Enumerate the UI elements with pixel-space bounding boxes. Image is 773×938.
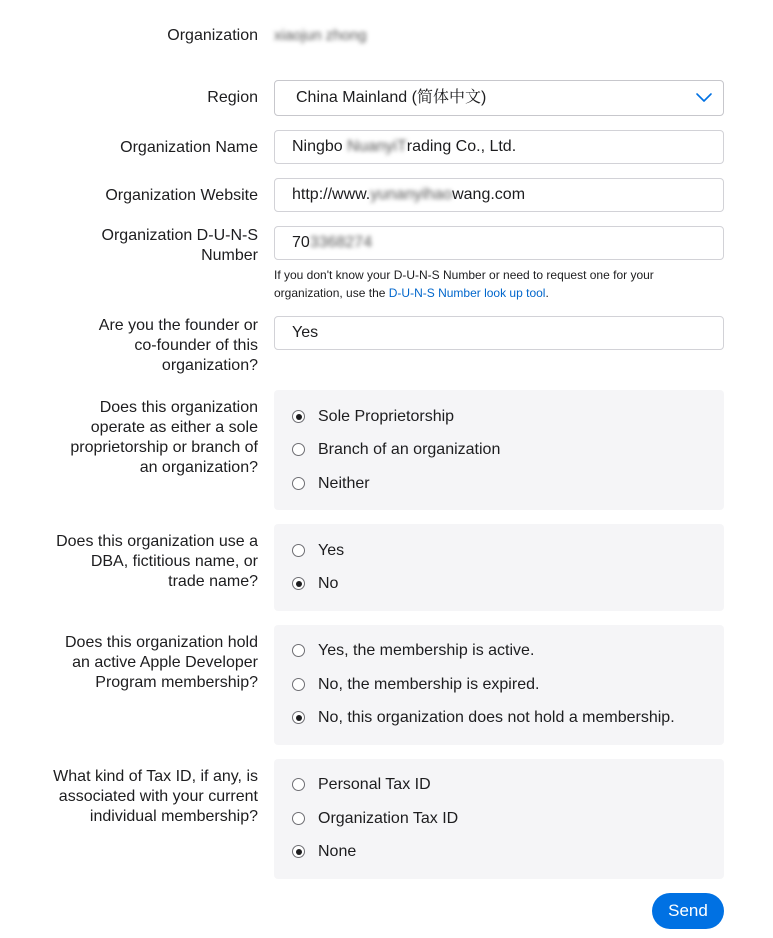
radio-label: Branch of an organization <box>318 441 501 458</box>
org-website-input[interactable] <box>274 178 724 212</box>
duns-help-end: . <box>545 286 549 300</box>
membership-radio-group <box>274 625 724 745</box>
org-name-input[interactable] <box>274 130 724 164</box>
duns-input[interactable] <box>274 226 724 260</box>
radio-label: No, the membership is expired. <box>318 676 540 693</box>
org-name-suffix: rading Co., Ltd. <box>406 138 517 155</box>
membership-option-active[interactable] <box>274 641 724 663</box>
membership-label <box>65 633 258 693</box>
org-name-redacted: Nuanyi <box>347 138 397 155</box>
org-website-suffix: wang.com <box>452 186 526 203</box>
dba-label-line2: DBA, fictitious name, or <box>90 553 258 570</box>
founder-label-line3: organization? <box>161 357 258 374</box>
send-button[interactable]: Send <box>652 893 724 929</box>
entity-type-label-line1: Does this organization <box>99 399 258 416</box>
duns-lookup-link[interactable]: D-U-N-S Number look up tool <box>388 286 546 300</box>
org-website-prefix: http://www. <box>292 186 371 203</box>
radio-label: Yes, the membership is active. <box>318 642 535 659</box>
dba-option-yes[interactable] <box>274 541 724 563</box>
founder-field[interactable] <box>274 316 724 350</box>
duns-label <box>102 226 258 266</box>
radio-button[interactable] <box>292 410 305 423</box>
tax-id-radio-group <box>274 759 724 879</box>
chevron-down-icon <box>695 90 713 104</box>
duns-label-line2: Number <box>201 247 258 264</box>
region-select-value: China Mainland (简体中文) <box>296 89 487 106</box>
radio-button[interactable] <box>292 443 305 456</box>
org-name-label: Organization Name <box>120 139 258 156</box>
tax-id-label-line3: individual membership? <box>89 808 258 825</box>
radio-label: Sole Proprietorship <box>318 408 455 425</box>
founder-label <box>99 316 258 376</box>
membership-option-none[interactable] <box>274 708 724 730</box>
org-name-prefix: Ningbo <box>292 138 348 155</box>
radio-button[interactable] <box>292 477 305 490</box>
membership-label-line1: Does this organization hold <box>64 634 258 651</box>
duns-help-text <box>274 266 714 302</box>
entity-type-radio-group <box>274 390 724 510</box>
tax-id-label-line2: associated with your current <box>58 788 258 805</box>
radio-button[interactable] <box>292 577 305 590</box>
org-website-redacted: yunanyihao <box>370 186 453 203</box>
radio-label: No, this organization does not hold a membership. <box>318 709 675 726</box>
entity-type-label <box>70 398 258 478</box>
org-name-mid: T <box>396 138 407 155</box>
tax-id-option-organization[interactable] <box>274 809 724 831</box>
membership-label-line2: an active Apple Developer <box>72 654 258 671</box>
radio-button[interactable] <box>292 644 305 657</box>
dba-label <box>56 532 258 592</box>
region-label: Region <box>207 89 258 106</box>
organization-label: Organization <box>167 27 258 44</box>
entity-type-label-line2: operate as either a sole <box>90 419 258 436</box>
dba-radio-group <box>274 524 724 611</box>
duns-redacted: 3368274 <box>309 234 373 251</box>
entity-type-label-line4: an organization? <box>139 459 258 476</box>
dba-label-line3: trade name? <box>168 573 258 590</box>
duns-label-line1: Organization D-U-N-S <box>101 227 258 244</box>
entity-type-option-branch[interactable] <box>274 440 724 462</box>
dba-label-line1: Does this organization use a <box>56 533 258 550</box>
duns-help-body: If you don't know your D-U-N-S Number or need to request one for your organization, use the <box>274 268 654 300</box>
entity-type-option-neither[interactable] <box>274 474 724 496</box>
tax-id-option-none[interactable] <box>274 842 724 864</box>
radio-button[interactable] <box>292 778 305 791</box>
radio-label: Organization Tax ID <box>318 810 459 827</box>
duns-prefix: 70 <box>292 234 310 251</box>
radio-label: Personal Tax ID <box>318 776 431 793</box>
membership-label-line3: Program membership? <box>95 674 258 691</box>
radio-button[interactable] <box>292 845 305 858</box>
tax-id-option-personal[interactable] <box>274 775 724 797</box>
radio-button[interactable] <box>292 678 305 691</box>
entity-type-label-line3: proprietorship or branch of <box>70 439 258 456</box>
entity-type-option-sole[interactable] <box>274 407 724 429</box>
radio-button[interactable] <box>292 711 305 724</box>
founder-value: Yes <box>292 324 319 341</box>
radio-label: Neither <box>318 475 370 492</box>
dba-option-no[interactable] <box>274 574 724 596</box>
region-select[interactable] <box>274 80 724 116</box>
organization-value <box>274 26 367 46</box>
radio-label: Yes <box>318 542 345 559</box>
membership-option-expired[interactable] <box>274 675 724 697</box>
founder-label-line2: co-founder of this <box>134 337 258 354</box>
tax-id-label-line1: What kind of Tax ID, if any, is <box>53 768 258 785</box>
radio-label: No <box>318 575 339 592</box>
organization-name-redacted: xiaojun zhong <box>274 27 367 44</box>
founder-label-line1: Are you the founder or <box>98 317 258 334</box>
radio-label: None <box>318 843 357 860</box>
tax-id-label <box>53 767 258 827</box>
radio-button[interactable] <box>292 812 305 825</box>
org-website-label: Organization Website <box>105 187 258 204</box>
radio-button[interactable] <box>292 544 305 557</box>
